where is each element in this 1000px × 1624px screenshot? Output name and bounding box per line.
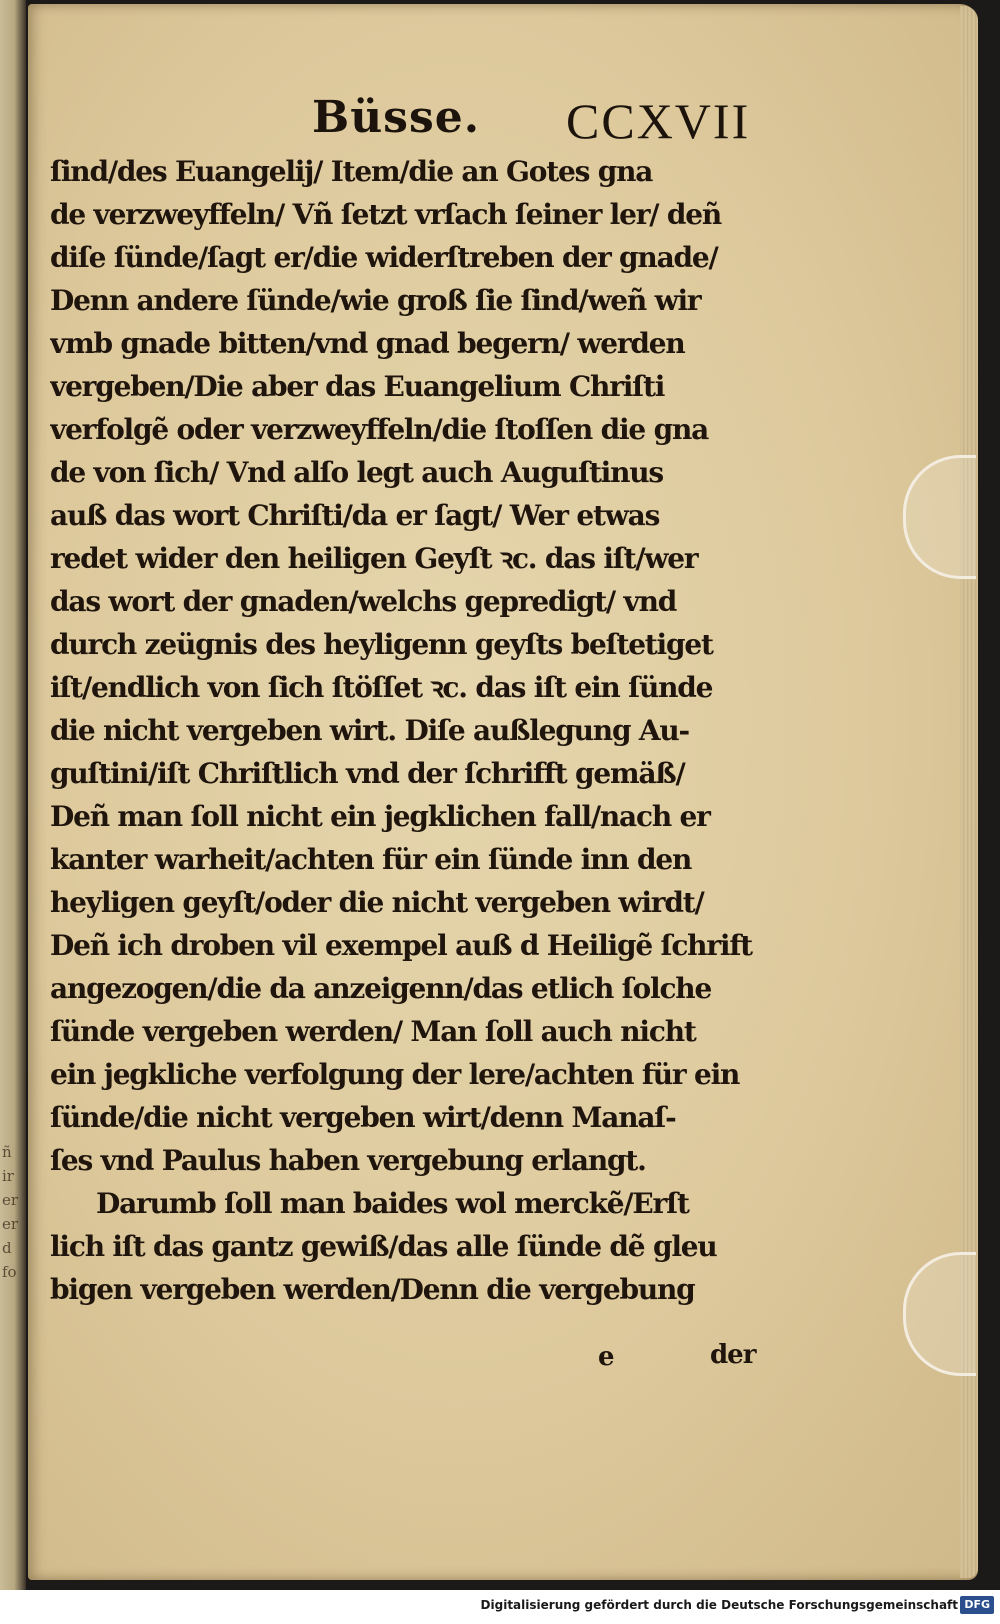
body-text: [50, 152, 770, 1312]
text-line: Denn andere ſünde/wie groß ſie ſind/weñ wir: [50, 284, 701, 317]
text-line: Deñ ich droben vil exempel auß d Heiligẽ ſchrift: [50, 929, 752, 962]
text-line: redet wider den heiligen Geyſt ꝛc. das iſt/wer: [50, 542, 698, 575]
text-line: verfolgẽ oder verzweyffeln/die ſtoſſen die gna: [50, 413, 709, 446]
text-line: die nicht vergeben wirt. Diſe außlegung Au-: [50, 714, 689, 747]
text-line: angezogen/die da anzeigenn/das etlich ſolche: [50, 972, 712, 1005]
previous-page-edge: [0, 0, 26, 1590]
text-line: ein jegkliche verfolgung der lere/achten für ein: [50, 1058, 740, 1091]
text-line: durch zeügnis des heyligenn geyſts beſtetiget: [50, 628, 713, 661]
text-line: Darumb ſoll man baides wol merckẽ/Erſt: [96, 1187, 689, 1220]
text-line: Deñ man ſoll nicht ein jegklichen fall/nach er: [50, 800, 710, 833]
dfg-logo: DFG: [960, 1596, 994, 1614]
text-line: kanter warheit/achten für ein ſünde inn den: [50, 843, 692, 876]
text-line: heyligen geyſt/oder die nicht vergeben wirdt/: [50, 886, 704, 919]
text-line: vergeben/Die aber das Euangelium Chriſti: [50, 370, 665, 403]
text-line: vmb gnade bitten/vnd gnad begern/ werden: [50, 327, 685, 360]
signature-mark: e: [598, 1342, 615, 1372]
text-line: auß das wort Chriſti/da er ſagt/ Wer etwas: [50, 499, 660, 532]
text-line: ſünde vergeben werden/ Man ſoll auch nicht: [50, 1015, 696, 1048]
previous-page-text-fragment: ñ ir er erd fo: [2, 1143, 19, 1281]
footer-credit: Digitalisierung gefördert durch die Deutsche Forschungsgemeinschaft: [480, 1598, 958, 1612]
catchword: der: [710, 1340, 756, 1370]
text-line: ſind/des Euangelij/ Item/die an Gotes gna: [50, 155, 653, 188]
running-head-title: Büsse.: [312, 92, 481, 143]
text-line: iſt/endlich von ſich ſtöſſet ꝛc. das iſt ein ſünde: [50, 671, 713, 704]
text-line: guſtini/iſt Chriſtlich vnd der ſchrifft gemäß/: [50, 757, 685, 790]
text-line: lich iſt das gantz gewiß/das alle ſünde dẽ gleu: [50, 1230, 717, 1263]
folio-number: CCXVII: [566, 93, 751, 149]
digitization-footer: [0, 1590, 1000, 1624]
text-line: das wort der gnaden/welchs gepredigt/ vnd: [50, 585, 677, 618]
text-line: de verzweyffeln/ Vñ ſetzt vrſach ſeiner ler/ deñ: [50, 198, 722, 231]
text-line: diſe ſünde/ſagt er/die widerſtreben der gnade/: [50, 241, 718, 274]
text-line: ſes vnd Paulus haben vergebung erlangt.: [50, 1144, 646, 1177]
text-line: de von ſich/ Vnd alſo legt auch Auguſtinus: [50, 456, 663, 489]
text-line: bigen vergeben werden/Denn die vergebung: [50, 1273, 695, 1306]
text-line: ſünde/die nicht vergeben wirt/denn Manaſ-: [50, 1101, 676, 1134]
